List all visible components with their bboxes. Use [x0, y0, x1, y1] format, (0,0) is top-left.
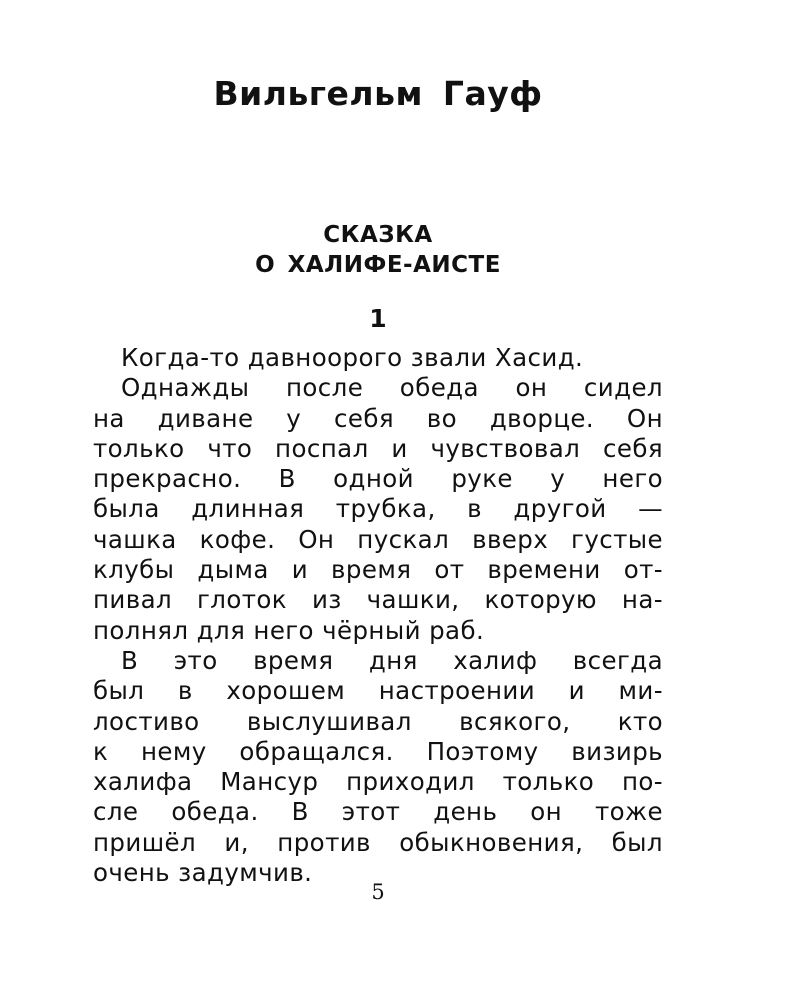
text-line: халифа Мансур приходил только по- — [93, 767, 663, 797]
text-line: была длинная трубка, в другой — — [93, 494, 663, 524]
page-number: 5 — [371, 880, 385, 904]
text-line: полнял для него чёрный раб. — [93, 615, 485, 645]
story-title-line-2: О ХАЛИФЕ-АИСТЕ — [255, 252, 501, 278]
text-line: Когда-то давноорого звали Хасид. — [121, 343, 584, 372]
text-line: к нему обращался. Поэтому визирь — [93, 736, 663, 766]
text-line: сле обеда. В этот день он тоже — [93, 797, 663, 827]
text-line: В это время дня халиф всегда — [121, 645, 663, 675]
story-title-line-1: СКАЗКА — [323, 222, 433, 248]
text-line: Однажды после обеда он сидел — [121, 373, 663, 403]
text-line: очень задумчив. — [93, 858, 313, 888]
text-line: чашка кофе. Он пускал вверх густые — [93, 524, 663, 554]
author-name: Вильгельм Гауф — [213, 74, 543, 113]
text-line: на диване у себя во дворце. Он — [93, 403, 663, 433]
body-text — [93, 343, 663, 888]
text-line: прекрасно. В одной руке у него — [93, 464, 663, 494]
text-line: только что поспал и чувствовал себя — [93, 433, 663, 463]
chapter-number: 1 — [369, 304, 387, 333]
text-line: клубы дыма и время от времени от- — [93, 555, 663, 585]
text-line: пришёл и, против обыкновения, был — [93, 827, 663, 857]
story-title — [0, 220, 756, 280]
text-line: лостиво выслушивал всякого, кто — [93, 706, 663, 736]
text-line: пивал глоток из чашки, которую на- — [93, 585, 663, 615]
text-line: был в хорошем настроении и ми- — [93, 676, 663, 706]
